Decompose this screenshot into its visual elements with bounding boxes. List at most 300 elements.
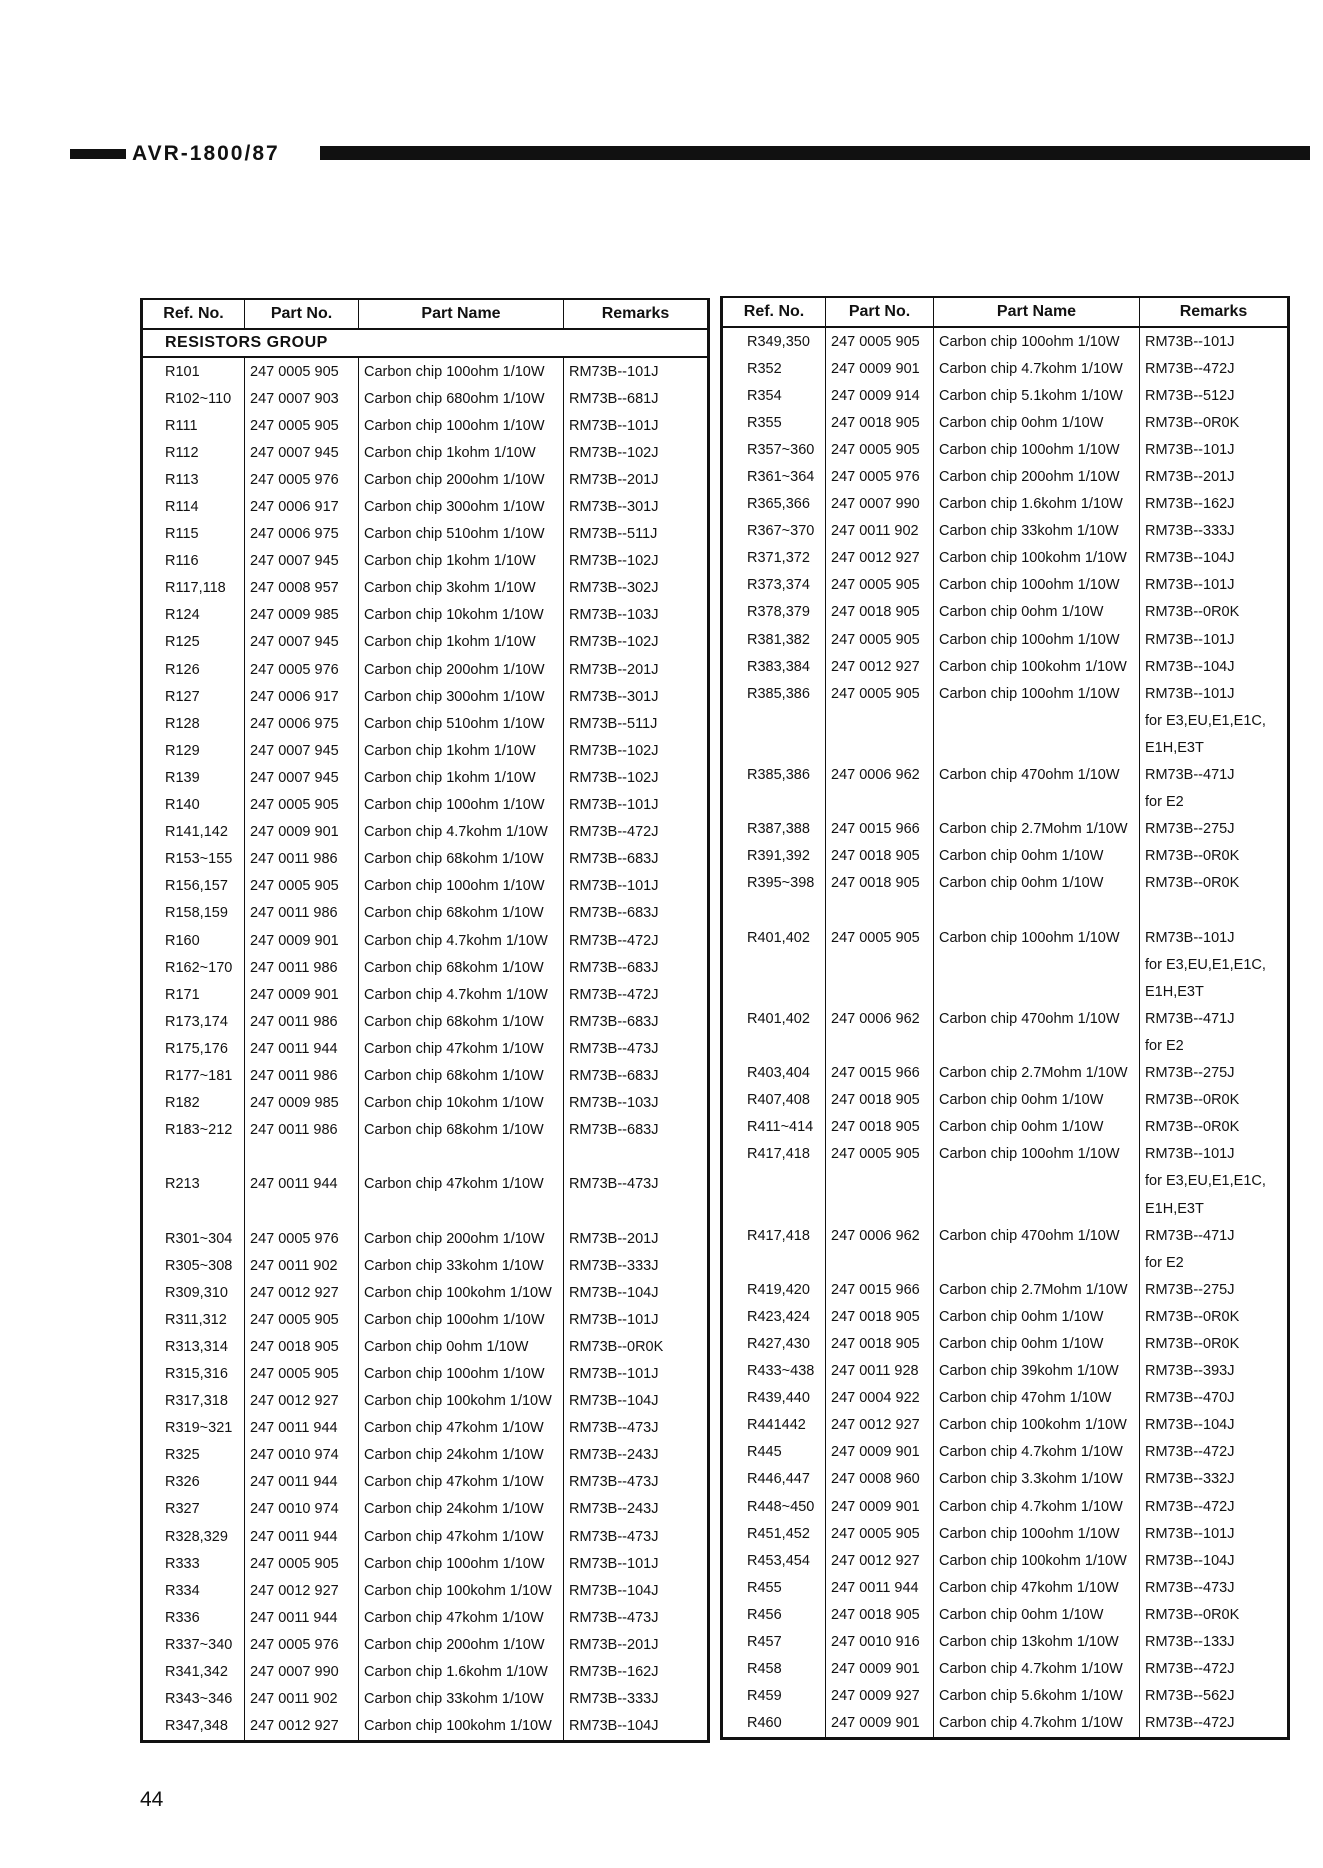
part-name-cell: Carbon chip 5.6kohm 1/10W bbox=[934, 1683, 1140, 1710]
remarks-cell: RM73B--275J bbox=[1145, 1281, 1235, 1298]
part-name-cell: Carbon chip 2.7Mohm 1/10W bbox=[934, 816, 1140, 843]
remarks-cell: RM73B--0R0K bbox=[1145, 875, 1240, 892]
part-no-cell: 247 0006 962 bbox=[826, 1005, 934, 1032]
table-row bbox=[142, 1198, 709, 1225]
table-row bbox=[142, 1523, 709, 1550]
part-no-cell: 247 0011 944 bbox=[826, 1574, 934, 1601]
part-name-cell: Carbon chip 100ohm 1/10W bbox=[934, 572, 1140, 599]
table-row bbox=[142, 1469, 709, 1496]
part-name-cell: Carbon chip 0ohm 1/10W bbox=[934, 599, 1140, 626]
table-row bbox=[722, 1249, 1289, 1276]
part-name-cell: Carbon chip 33kohm 1/10W bbox=[359, 1252, 564, 1279]
ref-no-cell: R433~438 bbox=[722, 1358, 826, 1385]
ref-no-cell: R156,157 bbox=[142, 873, 245, 900]
table-row bbox=[142, 1117, 709, 1144]
ref-no-cell: R347,348 bbox=[142, 1713, 245, 1742]
col-remarks: Remarks bbox=[564, 299, 709, 329]
remarks-cell: RM73B--101J bbox=[569, 1311, 659, 1328]
part-no-cell: 247 0007 945 bbox=[245, 737, 359, 764]
ref-no-cell: R171 bbox=[142, 981, 245, 1008]
table-row bbox=[722, 1222, 1289, 1249]
ref-no-cell: R458 bbox=[722, 1656, 826, 1683]
remarks-cell: RM73B--681J bbox=[569, 390, 659, 407]
part-no-cell: 247 0012 927 bbox=[245, 1388, 359, 1415]
table-row bbox=[722, 1358, 1289, 1385]
remarks-cell: RM73B--683J bbox=[569, 905, 659, 922]
part-no-cell: 247 0018 905 bbox=[826, 409, 934, 436]
remarks-cell: RM73B--473J bbox=[569, 1420, 659, 1437]
part-no-cell: 247 0012 927 bbox=[826, 653, 934, 680]
table-row bbox=[722, 1141, 1289, 1168]
remarks-cell: RM73B--683J bbox=[569, 1122, 659, 1139]
remarks-cell: RM73B--0R0K bbox=[1145, 848, 1240, 865]
table-row bbox=[722, 436, 1289, 463]
table-row bbox=[142, 385, 709, 412]
part-name-cell: Carbon chip 0ohm 1/10W bbox=[934, 1330, 1140, 1357]
ref-no-cell: R102~110 bbox=[142, 385, 245, 412]
table-row bbox=[142, 439, 709, 466]
ref-no-cell: R313,314 bbox=[142, 1333, 245, 1360]
part-no-cell bbox=[826, 1249, 934, 1276]
table-row bbox=[142, 493, 709, 520]
table-row bbox=[722, 355, 1289, 382]
part-no-cell: 247 0018 905 bbox=[826, 1114, 934, 1141]
ref-no-cell: R116 bbox=[142, 548, 245, 575]
remarks-cell: RM73B--201J bbox=[569, 1230, 659, 1247]
remarks-cell: RM73B--0R0K bbox=[1145, 1092, 1240, 1109]
table-row bbox=[722, 1276, 1289, 1303]
remarks-cell: RM73B--103J bbox=[569, 607, 659, 624]
part-no-cell: 247 0005 905 bbox=[826, 1141, 934, 1168]
table-row bbox=[722, 1493, 1289, 1520]
remarks-cell: RM73B--0R0K bbox=[1145, 1336, 1240, 1353]
ref-no-cell: R326 bbox=[142, 1469, 245, 1496]
part-name-cell bbox=[934, 707, 1140, 734]
part-no-cell: 247 0018 905 bbox=[826, 843, 934, 870]
remarks-cell: RM73B--511J bbox=[569, 715, 658, 732]
part-name-cell: Carbon chip 47kohm 1/10W bbox=[359, 1171, 564, 1198]
part-no-cell: 247 0018 905 bbox=[826, 1330, 934, 1357]
part-no-cell: 247 0018 905 bbox=[245, 1333, 359, 1360]
ref-no-cell bbox=[142, 1198, 245, 1225]
remarks-cell: RM73B--472J bbox=[1145, 1498, 1235, 1515]
table-row bbox=[722, 680, 1289, 707]
ref-no-cell: R114 bbox=[142, 493, 245, 520]
table-row bbox=[722, 951, 1289, 978]
part-no-cell: 247 0007 990 bbox=[245, 1659, 359, 1686]
part-no-cell: 247 0006 917 bbox=[245, 493, 359, 520]
remarks-cell: RM73B--243J bbox=[569, 1447, 659, 1464]
ref-no-cell: R378,379 bbox=[722, 599, 826, 626]
remarks-cell: for E2 bbox=[1145, 1254, 1184, 1271]
part-no-cell: 247 0005 976 bbox=[245, 1631, 359, 1658]
ref-no-cell: R419,420 bbox=[722, 1276, 826, 1303]
group-title-row bbox=[142, 329, 709, 357]
table-row bbox=[722, 1005, 1289, 1032]
part-no-cell: 247 0007 945 bbox=[245, 764, 359, 791]
table-row bbox=[722, 1439, 1289, 1466]
part-no-cell: 247 0005 905 bbox=[826, 572, 934, 599]
remarks-cell bbox=[1140, 897, 1289, 924]
remarks-cell: RM73B--472J bbox=[569, 986, 659, 1003]
col-remarks: Remarks bbox=[1140, 297, 1289, 327]
part-no-cell: 247 0005 905 bbox=[826, 924, 934, 951]
part-no-cell: 247 0008 957 bbox=[245, 575, 359, 602]
part-no-cell: 247 0009 901 bbox=[245, 819, 359, 846]
ref-no-cell: R311,312 bbox=[142, 1306, 245, 1333]
part-name-cell bbox=[934, 789, 1140, 816]
remarks-cell: RM73B--101J bbox=[1145, 685, 1235, 702]
part-name-cell: Carbon chip 470ohm 1/10W bbox=[934, 762, 1140, 789]
part-name-cell: Carbon chip 1kohm 1/10W bbox=[359, 764, 564, 791]
remarks-cell: RM73B--0R0K bbox=[1145, 414, 1240, 431]
ref-no-cell bbox=[722, 1249, 826, 1276]
part-no-cell: 247 0005 905 bbox=[826, 1520, 934, 1547]
remarks-cell: RM73B--102J bbox=[569, 444, 659, 461]
remarks-cell: RM73B--471J bbox=[1145, 1227, 1235, 1244]
part-name-cell: Carbon chip 100kohm 1/10W bbox=[359, 1388, 564, 1415]
remarks-cell: for E2 bbox=[1145, 1037, 1184, 1054]
table-row bbox=[142, 792, 709, 819]
remarks-cell bbox=[564, 1198, 709, 1225]
ref-no-cell bbox=[722, 1168, 826, 1195]
remarks-cell: RM73B--101J bbox=[1145, 631, 1235, 648]
remarks-cell: RM73B--275J bbox=[1145, 821, 1235, 838]
table-row bbox=[722, 707, 1289, 734]
part-name-cell: Carbon chip 100ohm 1/10W bbox=[934, 436, 1140, 463]
table-row bbox=[722, 327, 1289, 355]
remarks-cell: RM73B--101J bbox=[1145, 1146, 1235, 1163]
ref-no-cell: R349,350 bbox=[722, 327, 826, 355]
remarks-cell: RM73B--102J bbox=[569, 553, 659, 570]
part-no-cell bbox=[826, 897, 934, 924]
table-row bbox=[142, 927, 709, 954]
ref-no-cell bbox=[722, 789, 826, 816]
part-no-cell: 247 0005 905 bbox=[826, 680, 934, 707]
part-no-cell: 247 0005 905 bbox=[826, 436, 934, 463]
header-row bbox=[142, 299, 709, 329]
part-no-cell: 247 0005 905 bbox=[245, 357, 359, 385]
table-row bbox=[142, 1306, 709, 1333]
ref-no-cell: R460 bbox=[722, 1710, 826, 1739]
part-no-cell: 247 0005 976 bbox=[826, 463, 934, 490]
remarks-cell: RM73B--683J bbox=[569, 959, 659, 976]
table-row bbox=[722, 1032, 1289, 1059]
part-name-cell bbox=[934, 951, 1140, 978]
table-row bbox=[142, 1604, 709, 1631]
header-row bbox=[722, 297, 1289, 327]
part-no-cell: 247 0005 905 bbox=[245, 1306, 359, 1333]
part-no-cell: 247 0011 944 bbox=[245, 1469, 359, 1496]
remarks-cell: RM73B--201J bbox=[1145, 469, 1235, 486]
part-no-cell bbox=[826, 1168, 934, 1195]
part-name-cell: Carbon chip 4.7kohm 1/10W bbox=[359, 819, 564, 846]
part-no-cell: 247 0006 975 bbox=[245, 710, 359, 737]
part-name-cell: Carbon chip 100ohm 1/10W bbox=[934, 327, 1140, 355]
part-name-cell: Carbon chip 33kohm 1/10W bbox=[934, 518, 1140, 545]
ref-no-cell: R115 bbox=[142, 521, 245, 548]
part-name-cell: Carbon chip 100ohm 1/10W bbox=[934, 626, 1140, 653]
part-no-cell: 247 0009 901 bbox=[826, 1439, 934, 1466]
table-row bbox=[722, 1629, 1289, 1656]
table-row bbox=[142, 710, 709, 737]
ref-no-cell: R417,418 bbox=[722, 1141, 826, 1168]
part-name-cell bbox=[934, 978, 1140, 1005]
ref-no-cell bbox=[142, 1144, 245, 1171]
part-no-cell: 247 0009 985 bbox=[245, 602, 359, 629]
part-no-cell: 247 0005 976 bbox=[245, 656, 359, 683]
part-no-cell bbox=[826, 734, 934, 761]
part-no-cell: 247 0005 905 bbox=[826, 626, 934, 653]
part-no-cell: 247 0018 905 bbox=[826, 599, 934, 626]
part-name-cell: Carbon chip 24kohm 1/10W bbox=[359, 1442, 564, 1469]
part-name-cell: Carbon chip 3kohm 1/10W bbox=[359, 575, 564, 602]
remarks-cell: RM73B--472J bbox=[1145, 1444, 1235, 1461]
part-no-cell: 247 0015 966 bbox=[826, 1276, 934, 1303]
part-no-cell: 247 0011 902 bbox=[245, 1252, 359, 1279]
remarks-cell: RM73B--101J bbox=[1145, 333, 1235, 350]
part-name-cell: Carbon chip 4.7kohm 1/10W bbox=[934, 1710, 1140, 1739]
part-name-cell: Carbon chip 300ohm 1/10W bbox=[359, 493, 564, 520]
remarks-cell: RM73B--473J bbox=[1145, 1579, 1235, 1596]
remarks-cell: RM73B--562J bbox=[1145, 1688, 1235, 1705]
ref-no-cell: R337~340 bbox=[142, 1631, 245, 1658]
part-no-cell: 247 0011 986 bbox=[245, 900, 359, 927]
ref-no-cell: R328,329 bbox=[142, 1523, 245, 1550]
table-row bbox=[722, 1601, 1289, 1628]
part-name-cell: Carbon chip 1.6kohm 1/10W bbox=[359, 1659, 564, 1686]
ref-no-cell: R341,342 bbox=[142, 1659, 245, 1686]
table-row bbox=[142, 981, 709, 1008]
ref-no-cell: R309,310 bbox=[142, 1279, 245, 1306]
remarks-cell: RM73B--101J bbox=[569, 878, 659, 895]
ref-no-cell bbox=[722, 1032, 826, 1059]
part-no-cell: 247 0005 905 bbox=[245, 792, 359, 819]
remarks-cell: for E3,EU,E1,E1C, bbox=[1145, 1173, 1266, 1190]
remarks-cell: RM73B--473J bbox=[569, 1609, 659, 1626]
remarks-cell: RM73B--0R0K bbox=[1145, 604, 1240, 621]
col-part-no: Part No. bbox=[245, 299, 359, 329]
remarks-cell: RM73B--243J bbox=[569, 1501, 659, 1518]
part-name-cell: Carbon chip 100ohm 1/10W bbox=[934, 1520, 1140, 1547]
ref-no-cell: R113 bbox=[142, 466, 245, 493]
part-name-cell: Carbon chip 100ohm 1/10W bbox=[359, 873, 564, 900]
part-no-cell: 247 0018 905 bbox=[826, 1303, 934, 1330]
part-no-cell: 247 0007 945 bbox=[245, 548, 359, 575]
table-row bbox=[142, 1144, 709, 1171]
table-row bbox=[722, 924, 1289, 951]
part-no-cell: 247 0005 905 bbox=[826, 327, 934, 355]
remarks-cell: RM73B--332J bbox=[1145, 1471, 1235, 1488]
part-no-cell: 247 0009 901 bbox=[245, 981, 359, 1008]
part-name-cell: Carbon chip 200ohm 1/10W bbox=[359, 656, 564, 683]
part-no-cell: 247 0008 960 bbox=[826, 1466, 934, 1493]
part-no-cell: 247 0006 975 bbox=[245, 521, 359, 548]
part-name-cell: Carbon chip 47kohm 1/10W bbox=[359, 1415, 564, 1442]
remarks-cell: RM73B--683J bbox=[569, 1013, 659, 1030]
model-title: AVR-1800/87 bbox=[132, 142, 280, 165]
remarks-cell: RM73B--0R0K bbox=[1145, 1119, 1240, 1136]
part-name-cell bbox=[934, 1195, 1140, 1222]
remarks-cell: RM73B--104J bbox=[1145, 658, 1235, 675]
part-name-cell: Carbon chip 4.7kohm 1/10W bbox=[934, 1656, 1140, 1683]
ref-no-cell: R457 bbox=[722, 1629, 826, 1656]
table-row bbox=[722, 545, 1289, 572]
ref-no-cell: R355 bbox=[722, 409, 826, 436]
part-name-cell: Carbon chip 0ohm 1/10W bbox=[934, 1114, 1140, 1141]
table-row bbox=[722, 1330, 1289, 1357]
remarks-cell: RM73B--101J bbox=[569, 417, 659, 434]
part-name-cell: Carbon chip 100ohm 1/10W bbox=[934, 680, 1140, 707]
remarks-cell: RM73B--393J bbox=[1145, 1363, 1235, 1380]
part-no-cell: 247 0011 986 bbox=[245, 1008, 359, 1035]
table-row bbox=[722, 653, 1289, 680]
ref-no-cell: R319~321 bbox=[142, 1415, 245, 1442]
part-no-cell: 247 0011 944 bbox=[245, 1523, 359, 1550]
part-no-cell bbox=[245, 1144, 359, 1171]
remarks-cell: RM73B--104J bbox=[1145, 550, 1235, 567]
ref-no-cell: R301~304 bbox=[142, 1225, 245, 1252]
remarks-cell: E1H,E3T bbox=[1145, 1200, 1204, 1217]
part-no-cell: 247 0011 944 bbox=[245, 1035, 359, 1062]
part-name-cell: Carbon chip 680ohm 1/10W bbox=[359, 385, 564, 412]
ref-no-cell bbox=[722, 734, 826, 761]
table-row bbox=[722, 978, 1289, 1005]
ref-no-cell: R411~414 bbox=[722, 1114, 826, 1141]
part-name-cell: Carbon chip 2.7Mohm 1/10W bbox=[934, 1060, 1140, 1087]
ref-no-cell: R336 bbox=[142, 1604, 245, 1631]
part-name-cell: Carbon chip 1.6kohm 1/10W bbox=[934, 491, 1140, 518]
ref-no-cell bbox=[722, 707, 826, 734]
remarks-cell: RM73B--333J bbox=[1145, 523, 1235, 540]
remarks-cell: RM73B--473J bbox=[569, 1474, 659, 1491]
col-part-no: Part No. bbox=[826, 297, 934, 327]
table-row bbox=[142, 1225, 709, 1252]
table-row bbox=[722, 491, 1289, 518]
part-name-cell: Carbon chip 10kohm 1/10W bbox=[359, 1090, 564, 1117]
ref-no-cell: R365,366 bbox=[722, 491, 826, 518]
group-title: RESISTORS GROUP bbox=[142, 329, 709, 357]
part-no-cell: 247 0006 962 bbox=[826, 1222, 934, 1249]
part-no-cell: 247 0007 903 bbox=[245, 385, 359, 412]
remarks-cell: RM73B--472J bbox=[569, 932, 659, 949]
ref-no-cell: R175,176 bbox=[142, 1035, 245, 1062]
ref-no-cell: R391,392 bbox=[722, 843, 826, 870]
table-row bbox=[722, 599, 1289, 626]
ref-no-cell: R395~398 bbox=[722, 870, 826, 897]
table-row bbox=[142, 412, 709, 439]
part-name-cell: Carbon chip 47kohm 1/10W bbox=[359, 1469, 564, 1496]
part-no-cell: 247 0011 944 bbox=[245, 1415, 359, 1442]
part-name-cell: Carbon chip 24kohm 1/10W bbox=[359, 1496, 564, 1523]
table-row bbox=[142, 1442, 709, 1469]
table-row bbox=[722, 1466, 1289, 1493]
ref-no-cell: R140 bbox=[142, 792, 245, 819]
part-name-cell: Carbon chip 0ohm 1/10W bbox=[934, 843, 1140, 870]
remarks-cell: for E3,EU,E1,E1C, bbox=[1145, 712, 1266, 729]
ref-no-cell: R352 bbox=[722, 355, 826, 382]
part-no-cell bbox=[826, 951, 934, 978]
ref-no-cell: R334 bbox=[142, 1577, 245, 1604]
part-name-cell: Carbon chip 100kohm 1/10W bbox=[359, 1577, 564, 1604]
ref-no-cell: R354 bbox=[722, 382, 826, 409]
part-name-cell: Carbon chip 33kohm 1/10W bbox=[359, 1686, 564, 1713]
table-row bbox=[142, 1388, 709, 1415]
part-name-cell: Carbon chip 68kohm 1/10W bbox=[359, 1062, 564, 1089]
table-row bbox=[722, 789, 1289, 816]
parts-table-left bbox=[140, 298, 710, 1743]
ref-no-cell: R317,318 bbox=[142, 1388, 245, 1415]
table-row bbox=[142, 683, 709, 710]
part-no-cell: 247 0004 922 bbox=[826, 1385, 934, 1412]
part-no-cell: 247 0011 902 bbox=[245, 1686, 359, 1713]
col-ref-no: Ref. No. bbox=[722, 297, 826, 327]
part-name-cell: Carbon chip 100ohm 1/10W bbox=[934, 924, 1140, 951]
ref-no-cell: R371,372 bbox=[722, 545, 826, 572]
remarks-cell: RM73B--104J bbox=[569, 1582, 659, 1599]
ref-no-cell: R325 bbox=[142, 1442, 245, 1469]
part-name-cell bbox=[934, 1168, 1140, 1195]
ref-no-cell: R453,454 bbox=[722, 1547, 826, 1574]
ref-no-cell: R126 bbox=[142, 656, 245, 683]
ref-no-cell: R423,424 bbox=[722, 1303, 826, 1330]
remarks-cell: RM73B--472J bbox=[569, 824, 659, 841]
ref-no-cell: R385,386 bbox=[722, 680, 826, 707]
ref-no-cell: R446,447 bbox=[722, 1466, 826, 1493]
ref-no-cell: R141,142 bbox=[142, 819, 245, 846]
part-name-cell: Carbon chip 200ohm 1/10W bbox=[934, 463, 1140, 490]
part-name-cell: Carbon chip 470ohm 1/10W bbox=[934, 1005, 1140, 1032]
part-no-cell: 247 0005 905 bbox=[245, 412, 359, 439]
part-name-cell: Carbon chip 5.1kohm 1/10W bbox=[934, 382, 1140, 409]
part-name-cell: Carbon chip 100ohm 1/10W bbox=[359, 1550, 564, 1577]
table-row bbox=[142, 900, 709, 927]
ref-no-cell: R127 bbox=[142, 683, 245, 710]
table-row bbox=[722, 382, 1289, 409]
part-no-cell: 247 0011 944 bbox=[245, 1171, 359, 1198]
part-no-cell: 247 0010 974 bbox=[245, 1496, 359, 1523]
ref-no-cell: R367~370 bbox=[722, 518, 826, 545]
remarks-cell: RM73B--104J bbox=[1145, 1417, 1235, 1434]
table-row bbox=[142, 819, 709, 846]
table-row bbox=[142, 1550, 709, 1577]
remarks-cell bbox=[564, 1144, 709, 1171]
remarks-cell: RM73B--104J bbox=[1145, 1552, 1235, 1569]
ref-no-cell: R125 bbox=[142, 629, 245, 656]
ref-no-cell: R385,386 bbox=[722, 762, 826, 789]
remarks-cell: RM73B--472J bbox=[1145, 360, 1235, 377]
table-row bbox=[142, 602, 709, 629]
part-name-cell: Carbon chip 47kohm 1/10W bbox=[359, 1604, 564, 1631]
part-name-cell: Carbon chip 1kohm 1/10W bbox=[359, 548, 564, 575]
part-name-cell: Carbon chip 47kohm 1/10W bbox=[359, 1035, 564, 1062]
ref-no-cell: R177~181 bbox=[142, 1062, 245, 1089]
ref-no-cell: R327 bbox=[142, 1496, 245, 1523]
remarks-cell: RM73B--102J bbox=[569, 634, 659, 651]
remarks-cell: RM73B--162J bbox=[569, 1664, 659, 1681]
remarks-cell: RM73B--101J bbox=[569, 797, 659, 814]
part-name-cell: Carbon chip 100ohm 1/10W bbox=[359, 1360, 564, 1387]
part-name-cell: Carbon chip 510ohm 1/10W bbox=[359, 521, 564, 548]
ref-no-cell: R124 bbox=[142, 602, 245, 629]
col-part-name: Part Name bbox=[934, 297, 1140, 327]
table-row bbox=[722, 518, 1289, 545]
part-no-cell: 247 0012 927 bbox=[826, 545, 934, 572]
part-name-cell: Carbon chip 100kohm 1/10W bbox=[359, 1279, 564, 1306]
part-name-cell: Carbon chip 47ohm 1/10W bbox=[934, 1385, 1140, 1412]
part-name-cell bbox=[934, 897, 1140, 924]
part-name-cell: Carbon chip 0ohm 1/10W bbox=[359, 1333, 564, 1360]
